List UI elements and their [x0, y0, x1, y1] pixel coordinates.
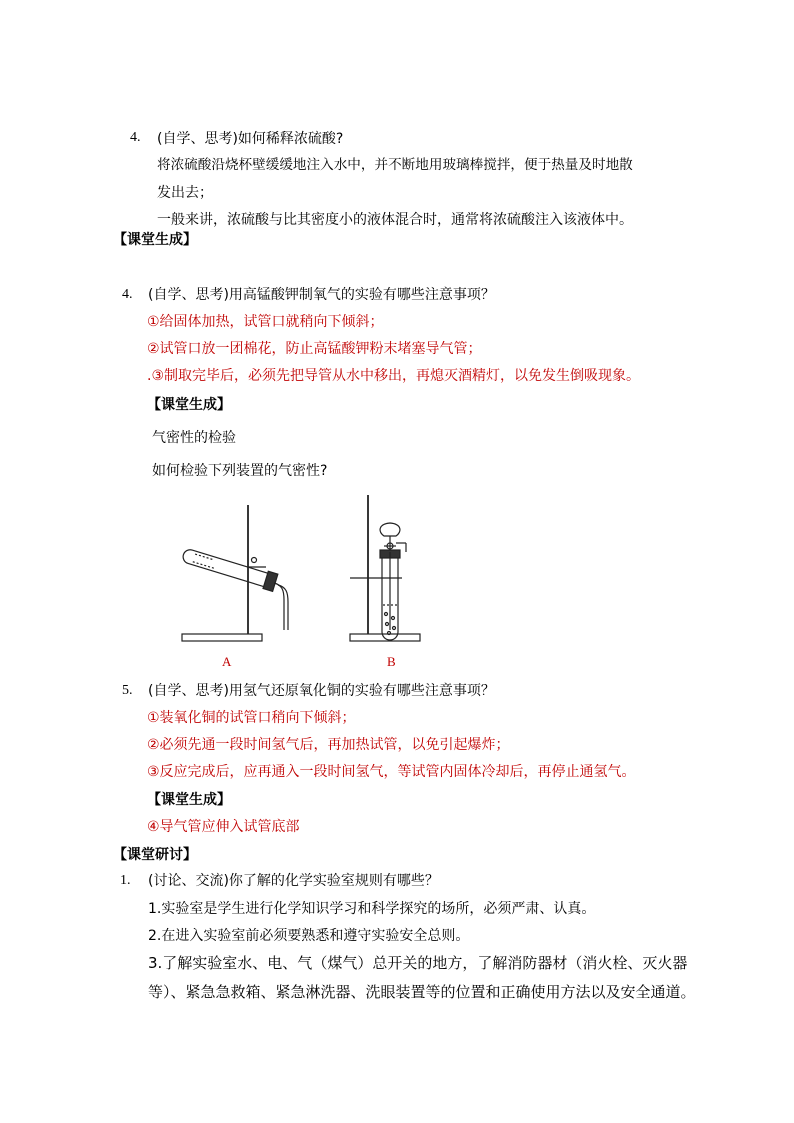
q5-extra-item: ④导气管应伸入试管底部 [147, 819, 300, 835]
q4a-question: (自学、思考)如何稀释浓硫酸? [157, 131, 344, 147]
q4a-answer-line3: 一般来讲，浓硫酸与比其密度小的液体混合时，通常将浓硫酸注入该液体中。 [157, 212, 633, 228]
airtight-title: 气密性的检验 [152, 430, 236, 446]
q4a-answer-line1: 将浓硫酸沿烧杯壁缓缓地注入水中，并不断地用玻璃棒搅拌，便于热量及时地散 [157, 157, 633, 173]
apparatus-figure [170, 490, 470, 670]
q4b-item-3: .③制取完毕后，必须先把导管从水中移出，再熄灭酒精灯，以免发生倒吸现象。 [147, 368, 640, 384]
q4a-answer-line2: 发出去； [157, 185, 213, 201]
airtight-question: 如何检验下列装置的气密性? [152, 463, 328, 479]
label-b: B [387, 654, 396, 669]
heading-classroom-discussion: 【课堂研讨】 [113, 847, 197, 863]
q1-item-3: 3.了解实验室水、电、气（煤气）总开关的地方，了解消防器材（消火栓、灭火器 [148, 954, 688, 972]
q1-item-1: 1.实验室是学生进行化学知识学习和科学探究的场所，必须严肃、认真。 [148, 901, 596, 917]
q1-question: (讨论、交流)你了解的化学实验室规则有哪些？ [148, 873, 439, 889]
q1-item-2: 2.在进入实验室前必须要熟悉和遵守实验安全总则。 [148, 928, 470, 944]
q4b-question: (自学、思考)用高锰酸钾制氧气的实验有哪些注意事项？ [148, 287, 495, 303]
q1-item-4: 等）、紧急急救箱、紧急淋洗器、洗眼装置等的位置和正确使用方法以及安全通道。 [148, 983, 696, 1001]
apparatus-a [181, 505, 288, 641]
heading-classroom-generation-2: 【课堂生成】 [147, 397, 231, 413]
q4b-number: 4. [122, 287, 133, 302]
q4a-number: 4. [130, 130, 141, 145]
apparatus-b [350, 495, 420, 641]
label-a: A [222, 654, 232, 669]
q5-number: 5. [122, 683, 133, 698]
q5-item-3: ③反应完成后，应再通入一段时间氢气，等试管内固体冷却后，再停止通氢气。 [147, 764, 636, 780]
q5-item-2: ②必须先通一段时间氢气后，再加热试管，以免引起爆炸； [147, 737, 510, 753]
q4b-item-1: ①给固体加热，试管口就稍向下倾斜； [147, 314, 384, 330]
heading-classroom-generation-3: 【课堂生成】 [147, 792, 231, 808]
heading-classroom-generation-1: 【课堂生成】 [113, 232, 197, 248]
q5-item-1: ①装氧化铜的试管口稍向下倾斜； [147, 710, 356, 726]
q5-question: (自学、思考)用氢气还原氧化铜的实验有哪些注意事项？ [148, 683, 495, 699]
q1-number: 1. [120, 873, 131, 888]
q4b-item-2: ②试管口放一团棉花，防止高锰酸钾粉末堵塞导气管； [147, 341, 482, 357]
